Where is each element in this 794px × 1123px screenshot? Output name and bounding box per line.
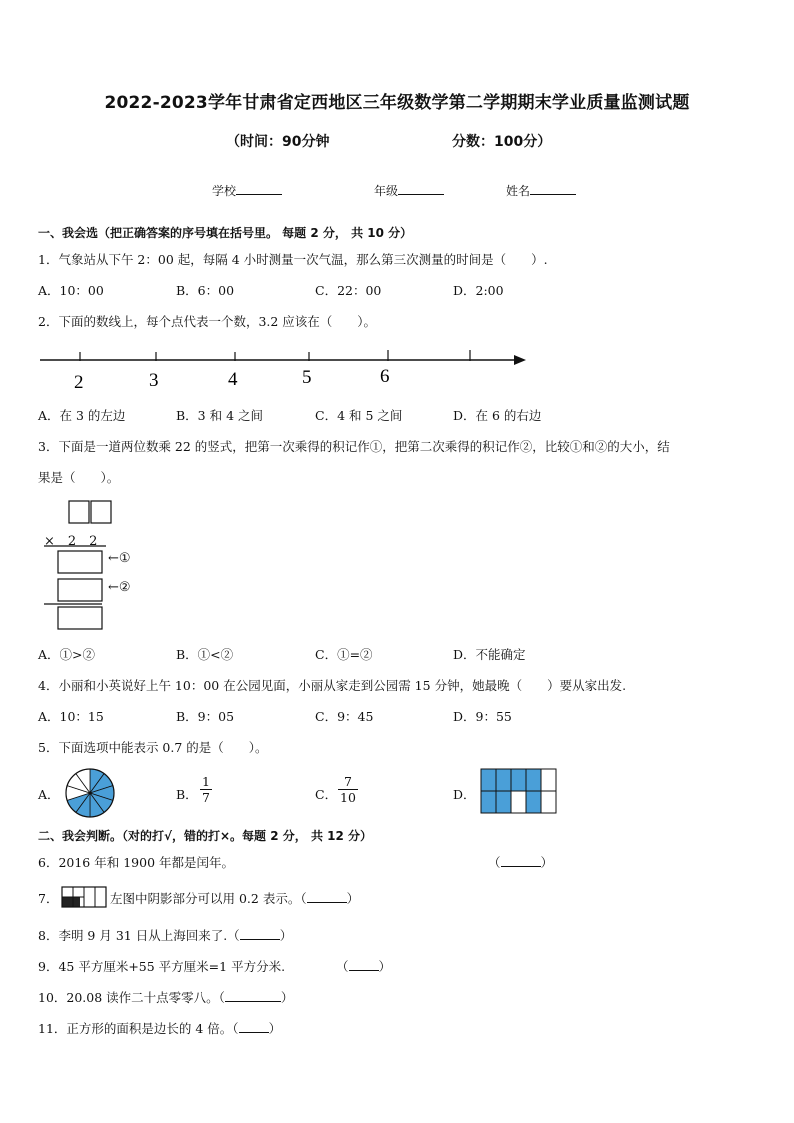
grid-cell	[511, 769, 526, 791]
section2-heading: 二、我会判断。（对的打√，错的打×。每题 2 分， 共 12 分）	[38, 829, 372, 843]
tick-label-2: 2	[74, 372, 84, 393]
q2-option-b[interactable]: B．3 和 4 之间	[176, 408, 264, 423]
q5-text: 5．下面选项中能表示 0.7 的是（ ）。	[38, 740, 268, 755]
grid-cell	[541, 791, 556, 813]
grade-label: 年级	[374, 184, 399, 198]
shaded-region	[62, 897, 80, 907]
section1-heading: 一、我会选（把正确答案的序号填在括号里。 每题 2 分， 共 10 分）	[38, 226, 413, 240]
fraction-c-numerator: 7	[338, 774, 358, 790]
number-line	[38, 345, 528, 393]
q3-text-line1: 3．下面是一道两位数乘 22 的竖式，把第一次乘得的积记作①，把第二次乘得的积记作②，比较①和②的大小，结	[38, 439, 670, 454]
grade-field[interactable]	[374, 182, 444, 199]
fraction-one-seventh	[200, 774, 212, 805]
pie-figure	[64, 767, 116, 819]
tick-label-5: 5	[302, 367, 312, 388]
mark-1: ←①	[108, 551, 131, 566]
school-label: 学校	[212, 184, 237, 198]
fraction-seven-tenths	[338, 774, 358, 805]
mark-2: ←②	[108, 580, 131, 595]
q10-text[interactable]: 10．20.08 读作二十点零零八。（ ）	[38, 990, 294, 1005]
tick-label-4: 4	[228, 369, 238, 390]
fraction-b-numerator: 1	[202, 774, 210, 789]
q2-text: 2．下面的数线上，每个点代表一个数，3.2 应该在（ ）。	[38, 314, 377, 329]
q1-text: 1．气象站从下午 2：00 起，每隔 4 小时测量一次气温，那么第三次测量的时间是（ ）.	[38, 252, 548, 267]
tick-label-3: 3	[149, 370, 159, 391]
q2-option-a[interactable]: A．在 3 的左边	[38, 408, 126, 423]
result-box	[58, 607, 102, 629]
digit-box-tens	[69, 501, 89, 523]
number-line-arrow	[514, 355, 526, 365]
school-field[interactable]	[212, 182, 282, 199]
q1-option-d[interactable]: D．2:00	[453, 283, 504, 298]
q7-text[interactable]: 左图中阴影部分可以用 0.2 表示。（ ）	[110, 891, 360, 906]
grid-cell	[511, 791, 526, 813]
grid-cell	[526, 769, 541, 791]
q3-text-line2: 果是（ ）。	[38, 470, 120, 485]
q1-option-c[interactable]: C．22：00	[315, 283, 382, 298]
q6-answer[interactable]: （ ）	[488, 855, 554, 870]
q2-option-c[interactable]: C．4 和 5 之间	[315, 408, 403, 423]
q1-option-a[interactable]: A．10：00	[38, 283, 104, 298]
product-box-1	[58, 551, 102, 573]
digit-box-ones	[91, 501, 111, 523]
grid-cell	[481, 791, 496, 813]
q9-answer[interactable]: （ ）	[336, 959, 392, 974]
q5-option-d[interactable]: D．	[453, 787, 476, 802]
q5-option-a[interactable]: A．	[38, 787, 60, 802]
q7-prefix: 7．	[38, 891, 59, 906]
grid-cell	[541, 769, 556, 791]
name-field[interactable]	[506, 182, 576, 199]
q2-option-d[interactable]: D．在 6 的右边	[453, 408, 542, 423]
grid-cell	[496, 769, 511, 791]
grid-cell	[496, 791, 511, 813]
grid-cell	[481, 769, 496, 791]
q4-option-d[interactable]: D．9：55	[453, 709, 512, 724]
grid-cells	[481, 769, 556, 813]
vertical-multiplication	[40, 498, 160, 634]
q3-option-d[interactable]: D．不能确定	[453, 647, 526, 662]
q11-text[interactable]: 11．正方形的面积是边长的 4 倍。（ ）	[38, 1021, 282, 1036]
exam-score: 分数：100分）	[452, 134, 552, 150]
grid-cell	[526, 791, 541, 813]
name-label: 姓名	[506, 184, 531, 198]
name-blank[interactable]	[530, 182, 576, 195]
q4-text: 4．小丽和小英说好上午 10：00 在公园见面，小丽从家走到公园需 15 分钟，她最晚（ ）要从家出发.	[38, 678, 627, 693]
q3-option-a[interactable]: A．①>②	[38, 647, 96, 662]
q5-option-b[interactable]: B．	[176, 787, 198, 802]
q4-option-b[interactable]: B．9：05	[176, 709, 235, 724]
decimal-grid-figure	[60, 885, 108, 909]
multiplier: × 2 2	[44, 534, 98, 549]
q4-option-a[interactable]: A．10：15	[38, 709, 104, 724]
q6-text: 6．2016 年和 1900 年都是闰年。	[38, 855, 234, 870]
grid-figure	[480, 768, 560, 816]
q5-option-c[interactable]: C．	[315, 787, 338, 802]
q3-option-b[interactable]: B．①<②	[176, 647, 234, 662]
q3-option-c[interactable]: C．①=②	[315, 647, 373, 662]
tick-label-6: 6	[380, 366, 390, 387]
fraction-b-denominator: 7	[202, 790, 210, 805]
q9-text: 9．45 平方厘米+55 平方厘米=1 平方分米.	[38, 959, 286, 974]
page-title: 2022-2023学年甘肃省定西地区三年级数学第二学期期末学业质量监测试题	[104, 93, 690, 113]
q1-option-b[interactable]: B．6：00	[176, 283, 235, 298]
q4-option-c[interactable]: C．9：45	[315, 709, 374, 724]
product-box-2	[58, 579, 102, 601]
exam-time: （时间：90分钟	[226, 134, 330, 150]
grade-blank[interactable]	[398, 182, 444, 195]
fraction-c-denominator: 10	[340, 790, 356, 805]
school-blank[interactable]	[236, 182, 282, 195]
q8-text[interactable]: 8．李明 9 月 31 日从上海回来了.（ ）	[38, 928, 293, 943]
